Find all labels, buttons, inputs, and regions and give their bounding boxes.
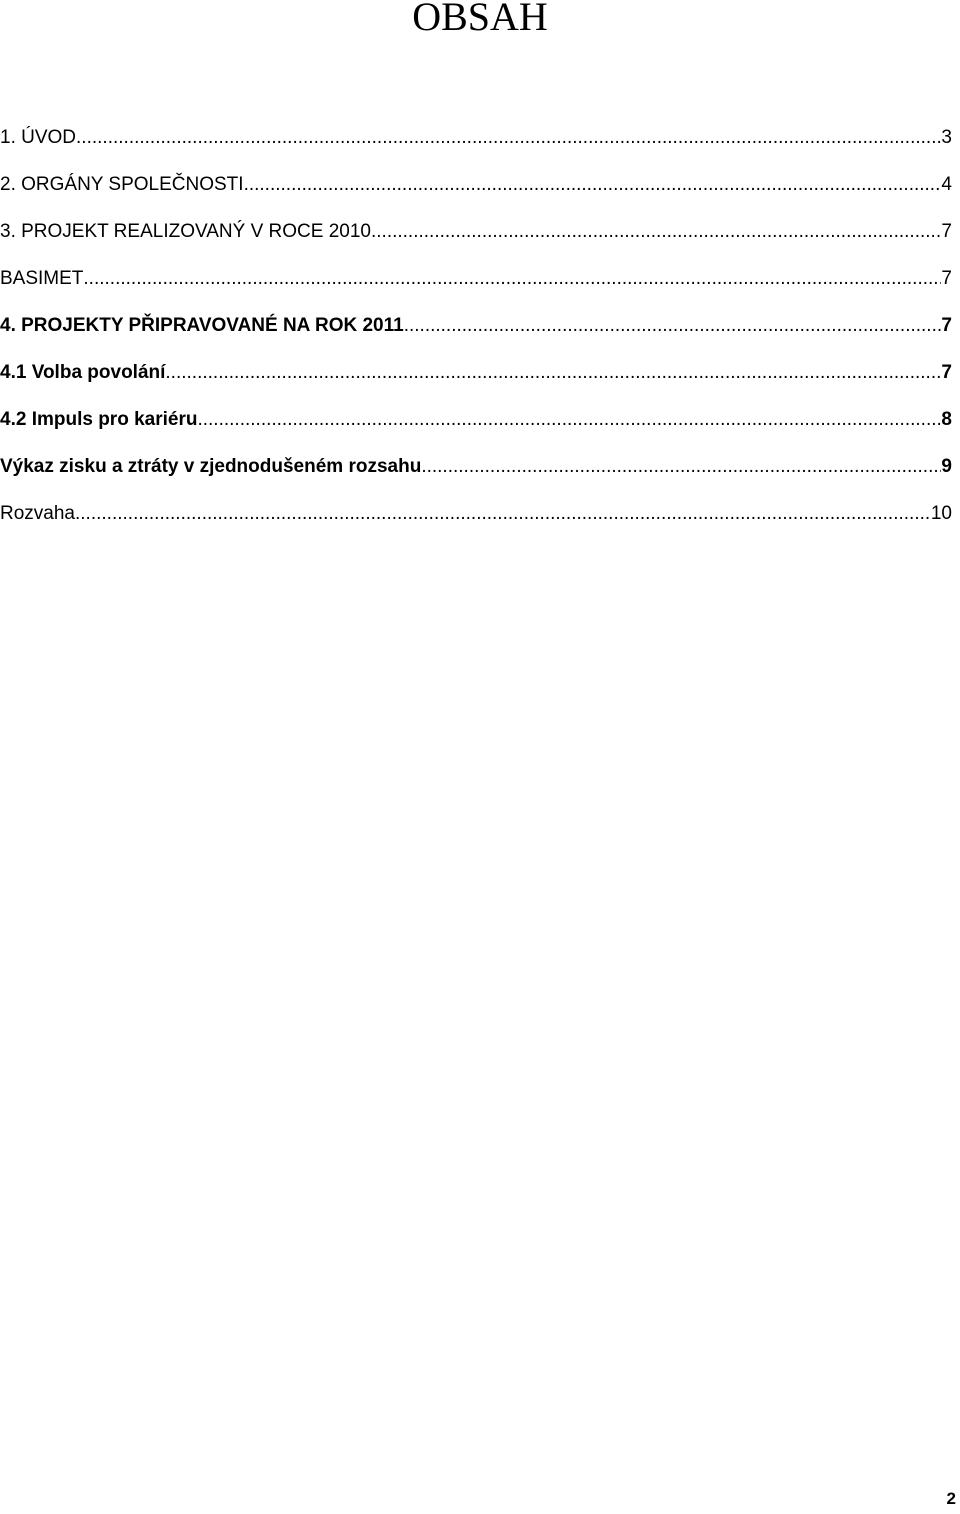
toc-entry-page: 10 (930, 503, 952, 524)
toc-entry-page: 3 (941, 127, 952, 148)
toc-entry-volba-povolani[interactable] (0, 361, 952, 385)
toc-entry-label: 3. PROJEKT REALIZOVANÝ V ROCE 2010 (0, 221, 371, 242)
toc-leader-dots (165, 361, 941, 385)
toc-entry-page: 9 (941, 456, 952, 477)
toc-entry-page: 8 (941, 409, 952, 430)
toc-entry-uvod[interactable] (0, 126, 952, 150)
toc-leader-dots (404, 314, 942, 338)
toc-entry-label: 2. ORGÁNY SPOLEČNOSTI (0, 174, 244, 195)
toc-leader-dots (244, 173, 942, 197)
toc-entry-organy-spolecnosti[interactable] (0, 173, 952, 197)
toc-leader-dots (76, 126, 941, 150)
toc-entry-vykaz-zisku[interactable] (0, 455, 952, 479)
toc-entry-label: 4.1 Volba povolání (0, 362, 166, 383)
toc-leader-dots (83, 267, 941, 291)
toc-leader-dots (371, 220, 941, 244)
toc-entry-label: 4. PROJEKTY PŘIPRAVOVANÉ NA ROK 2011 (0, 315, 404, 336)
toc-entry-page: 7 (941, 315, 952, 336)
toc-leader-dots (197, 408, 941, 432)
toc-entry-projekty-2011[interactable] (0, 314, 952, 338)
toc-entry-label: 1. ÚVOD (0, 127, 77, 148)
toc-entry-page: 4 (941, 174, 952, 195)
toc-entry-page: 7 (941, 362, 952, 383)
toc-entry-page: 7 (941, 221, 952, 242)
toc-entry-label: 4.2 Impuls pro kariéru (0, 409, 198, 430)
toc-entry-label: Výkaz zisku a ztráty v zjednodušeném rozsahu (0, 456, 422, 477)
document-title: OBSAH (412, 0, 548, 39)
toc-leader-dots (421, 455, 941, 479)
toc-entry-basimet[interactable] (0, 267, 952, 291)
toc-leader-dots (75, 502, 931, 526)
toc-entry-rozvaha[interactable] (0, 502, 952, 526)
toc-entry-page: 7 (941, 268, 952, 289)
toc-entry-projekt-2010[interactable] (0, 220, 952, 244)
toc-entry-impuls-pro-kariery[interactable] (0, 408, 952, 432)
page-number: 2 (946, 1489, 956, 1508)
toc-entry-label: BASIMET (0, 268, 84, 289)
toc-entry-label: Rozvaha (0, 503, 75, 524)
